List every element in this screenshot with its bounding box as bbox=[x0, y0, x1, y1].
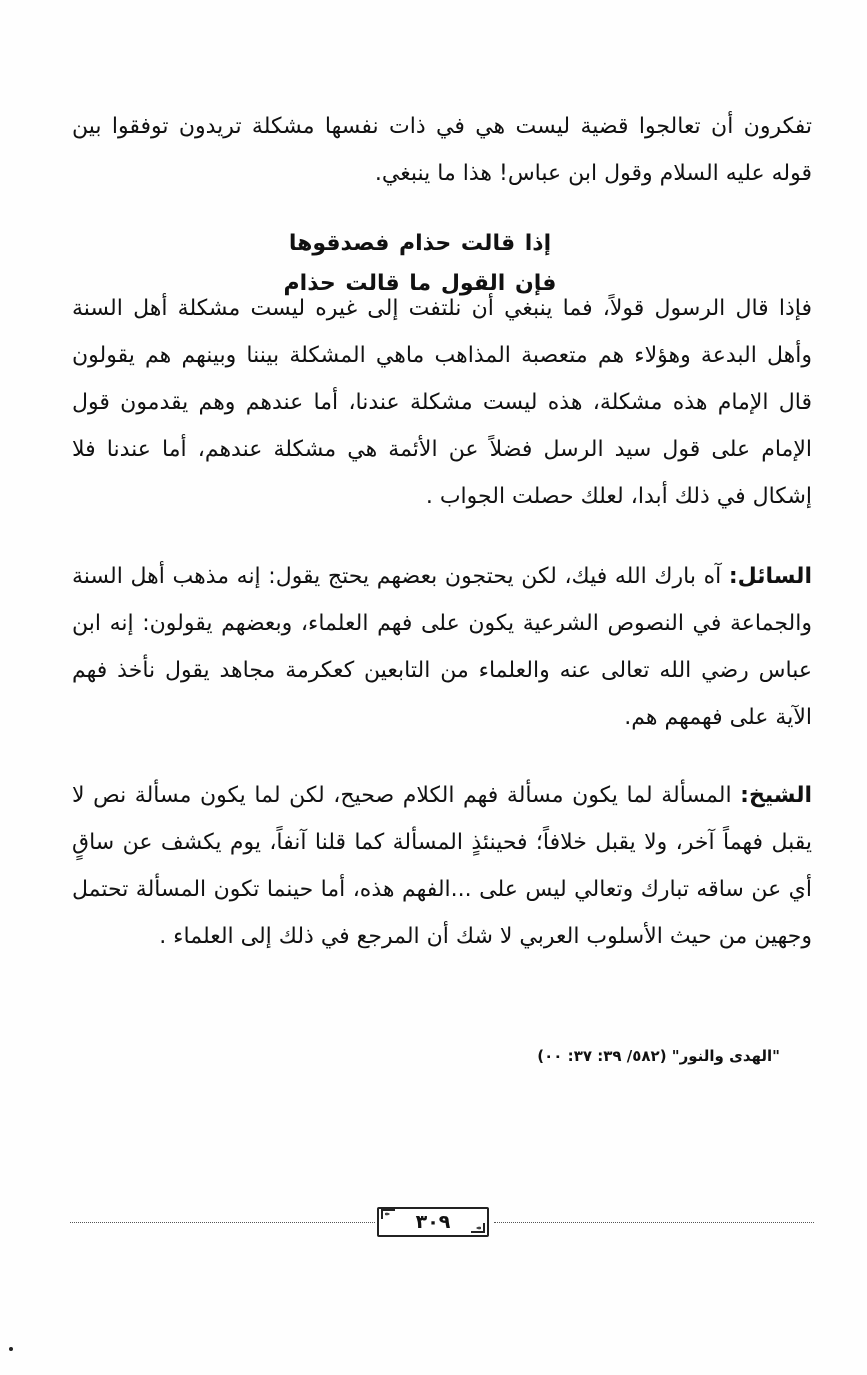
page-number: ٣٠٩ bbox=[415, 1211, 451, 1233]
paragraph-main-text: فإذا قال الرسول قولاً، فما ينبغي أن نلتفت إلى غيره ليست مشكلة أهل السنة وأهل البدعة وهؤلاء هم متعصبة المذاهب ماهي المشكلة بيننا وبينهم هم يقولون قال الإمام هذه مشكلة، هذه ليست مشكلة عندنا، أما عندهم وهم يقدمون قول الإمام على قول سيد الرسل فضلاً عن الأئمة هي مشكلة عندهم، أما عندنا فلا إشكال في ذلك أبدا، لعلك حصلت الجواب . bbox=[72, 296, 812, 509]
paragraph-sheikh bbox=[72, 772, 812, 960]
paragraph-main bbox=[72, 285, 812, 520]
questioner-text: آه بارك الله فيك، لكن يحتجون بعضهم يحتج يقول: إنه مذهب أهل السنة والجماعة في النصوص الشرعية يكون على فهم العلماء، وبعضهم يقولون: إنه ابن عباس رضي الله تعالى عنه والعلماء من التابعين كعكرمة مجاهد يقول نأخذ فهم الآية على فهمهم هم. bbox=[72, 564, 812, 730]
footer-rule-right bbox=[494, 1222, 814, 1223]
verse-second-hemistich: فإن القول ما قالت حذام bbox=[283, 271, 557, 296]
footer-rule-left bbox=[70, 1222, 375, 1223]
corner-ornament-icon bbox=[380, 1208, 396, 1220]
paragraph-opening bbox=[72, 103, 812, 197]
paragraph-opening-text: تفكرون أن تعالجوا قضية ليست هي في ذات نفسها مشكلة تريدون توفقوا بين قوله عليه السلام وقول ابن عباس! هذا ما ينبغي. bbox=[72, 114, 812, 186]
verse-first-hemistich: إذا قالت حذام فصدقوها bbox=[288, 231, 552, 256]
sheikh-label: الشيخ: bbox=[740, 783, 812, 808]
scan-speck bbox=[9, 1347, 13, 1351]
corner-ornament-icon bbox=[470, 1222, 486, 1234]
paragraph-questioner bbox=[72, 553, 812, 741]
questioner-label: السائل: bbox=[728, 564, 812, 589]
source-citation: "الهدى والنور" (٥٨٢/ ٣٩: ٣٧: ٠٠) bbox=[537, 1047, 780, 1065]
sheikh-text: المسألة لما يكون مسألة فهم الكلام صحيح، لكن لما يكون مسألة نص لا يقبل فهماً آخر، ولا يقبل خلافاً؛ فحينئذٍ المسألة كما قلنا آنفاً، يوم يكشف عن ساقٍ أي عن ساقه تبارك وتعالي ليس على ...الفهم هذه، أما حينما تكون المسألة تحتمل وجهين من حيث الأسلوب العربي لا شك أن المرجع في ذلك إلى العلماء . bbox=[72, 783, 812, 949]
